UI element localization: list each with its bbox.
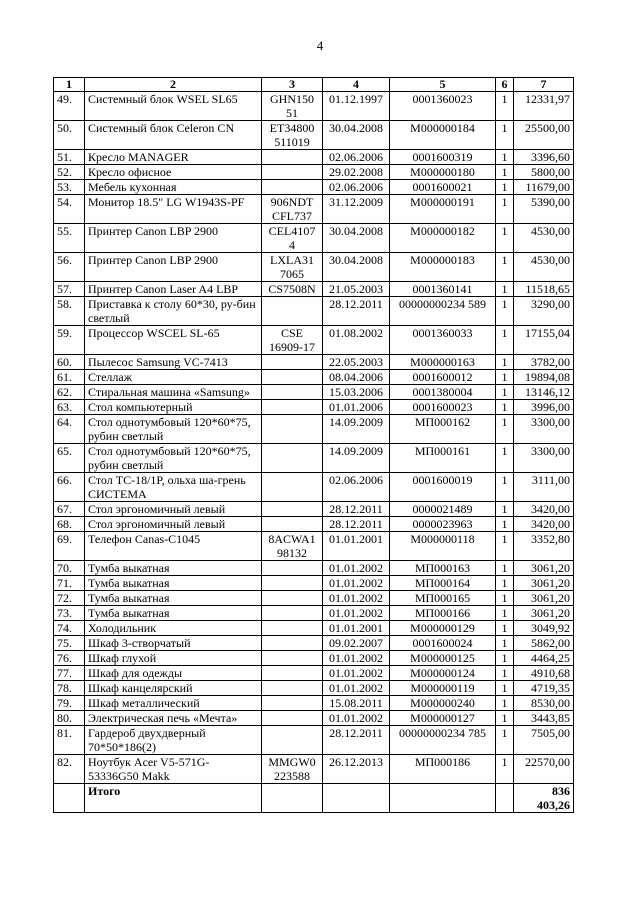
row-number: 69. (54, 532, 85, 561)
serial-number (262, 681, 323, 696)
item-name: Тумба выкатная (85, 561, 262, 576)
quantity: 1 (496, 180, 514, 195)
header-col-4: 4 (323, 78, 390, 92)
inventory-number: 00000000234 589 (390, 297, 496, 326)
quantity: 1 (496, 415, 514, 444)
table-row (54, 150, 574, 165)
cost: 3061,20 (514, 561, 574, 576)
table-row (54, 517, 574, 532)
cost: 7505,00 (514, 726, 574, 755)
date: 02.06.2006 (323, 180, 390, 195)
table-row (54, 165, 574, 180)
table-row (54, 326, 574, 355)
inventory-number: М000000129 (390, 621, 496, 636)
serial-number (262, 711, 323, 726)
total-empty-cell (262, 784, 323, 813)
cost: 3396,60 (514, 150, 574, 165)
row-number: 49. (54, 92, 85, 121)
table-row (54, 400, 574, 415)
quantity: 1 (496, 282, 514, 297)
serial-number (262, 696, 323, 711)
inventory-number: 0001360141 (390, 282, 496, 297)
cost: 3061,20 (514, 576, 574, 591)
inventory-number: 0001360033 (390, 326, 496, 355)
date: 15.03.2006 (323, 385, 390, 400)
quantity: 1 (496, 532, 514, 561)
row-number: 64. (54, 415, 85, 444)
cost: 3420,00 (514, 517, 574, 532)
header-col-5: 5 (390, 78, 496, 92)
quantity: 1 (496, 326, 514, 355)
cost: 3061,20 (514, 591, 574, 606)
inventory-number: МП000166 (390, 606, 496, 621)
row-number: 63. (54, 400, 85, 415)
serial-number (262, 502, 323, 517)
item-name: Электрическая печь «Мечта» (85, 711, 262, 726)
serial-number (262, 591, 323, 606)
table-row (54, 636, 574, 651)
table-row (54, 606, 574, 621)
inventory-number: М000000240 (390, 696, 496, 711)
date: 01.01.2001 (323, 532, 390, 561)
item-name: Стол ТС-18/1Р, ольха ша-грень СИСТЕМА (85, 473, 262, 502)
header-col-1: 1 (54, 78, 85, 92)
row-number: 60. (54, 355, 85, 370)
cost: 3352,80 (514, 532, 574, 561)
table-row (54, 92, 574, 121)
item-name: Тумба выкатная (85, 606, 262, 621)
cost: 4464,25 (514, 651, 574, 666)
table-row (54, 726, 574, 755)
inventory-number: 0001600012 (390, 370, 496, 385)
cost: 3443,85 (514, 711, 574, 726)
item-name: Шкаф канцелярский (85, 681, 262, 696)
row-number: 58. (54, 297, 85, 326)
cost: 4910,68 (514, 666, 574, 681)
header-row (54, 78, 574, 92)
item-name: Принтер Canon LBP 2900 (85, 224, 262, 253)
serial-number (262, 726, 323, 755)
serial-number (262, 415, 323, 444)
cost: 3300,00 (514, 444, 574, 473)
inventory-number: МП000161 (390, 444, 496, 473)
cost: 4530,00 (514, 224, 574, 253)
row-number: 62. (54, 385, 85, 400)
item-name: Стол компьютерный (85, 400, 262, 415)
inventory-table (53, 77, 574, 813)
table-row (54, 576, 574, 591)
inventory-number: М000000119 (390, 681, 496, 696)
date: 28.12.2011 (323, 726, 390, 755)
row-number: 56. (54, 253, 85, 282)
cost: 25500,00 (514, 121, 574, 150)
table-row (54, 681, 574, 696)
quantity: 1 (496, 400, 514, 415)
date: 01.01.2002 (323, 576, 390, 591)
row-number: 79. (54, 696, 85, 711)
header-col-2: 2 (85, 78, 262, 92)
serial-number (262, 385, 323, 400)
cost: 3300,00 (514, 415, 574, 444)
row-number: 52. (54, 165, 85, 180)
cost: 5800,00 (514, 165, 574, 180)
inventory-number: 0001600319 (390, 150, 496, 165)
item-name: Пылесос Samsung VC-7413 (85, 355, 262, 370)
inventory-number: МП000165 (390, 591, 496, 606)
inventory-number: 0001600023 (390, 400, 496, 415)
quantity: 1 (496, 711, 514, 726)
inventory-number: М000000124 (390, 666, 496, 681)
item-name: Холодильник (85, 621, 262, 636)
date: 01.01.2006 (323, 400, 390, 415)
item-name: Мебель кухонная (85, 180, 262, 195)
quantity: 1 (496, 473, 514, 502)
cost: 13146,12 (514, 385, 574, 400)
date: 28.12.2011 (323, 517, 390, 532)
item-name: Стеллаж (85, 370, 262, 385)
date: 01.01.2002 (323, 711, 390, 726)
inventory-number: 0000023963 (390, 517, 496, 532)
date: 01.01.2002 (323, 606, 390, 621)
cost: 3420,00 (514, 502, 574, 517)
table-row (54, 473, 574, 502)
inventory-number: МП000164 (390, 576, 496, 591)
row-number: 59. (54, 326, 85, 355)
serial-number (262, 636, 323, 651)
quantity: 1 (496, 385, 514, 400)
inventory-number: 0001380004 (390, 385, 496, 400)
quantity: 1 (496, 253, 514, 282)
date: 28.12.2011 (323, 297, 390, 326)
date: 01.01.2002 (323, 651, 390, 666)
table-row (54, 591, 574, 606)
serial-number (262, 561, 323, 576)
quantity: 1 (496, 224, 514, 253)
quantity: 1 (496, 370, 514, 385)
quantity: 1 (496, 561, 514, 576)
date: 26.12.2013 (323, 755, 390, 784)
date: 01.01.2002 (323, 681, 390, 696)
row-number: 66. (54, 473, 85, 502)
quantity: 1 (496, 755, 514, 784)
inventory-number: М000000127 (390, 711, 496, 726)
inventory-number: М000000118 (390, 532, 496, 561)
serial-number: CSE 16909-17 (262, 326, 323, 355)
inventory-number: 0001360023 (390, 92, 496, 121)
serial-number (262, 606, 323, 621)
item-name: Стиральная машина «Samsung» (85, 385, 262, 400)
cost: 3111,00 (514, 473, 574, 502)
table-row (54, 253, 574, 282)
table-row (54, 224, 574, 253)
inventory-number: 0001600021 (390, 180, 496, 195)
row-number: 80. (54, 711, 85, 726)
serial-number: CS7508N (262, 282, 323, 297)
inventory-number: МП000163 (390, 561, 496, 576)
quantity: 1 (496, 651, 514, 666)
quantity: 1 (496, 195, 514, 224)
row-number: 65. (54, 444, 85, 473)
quantity: 1 (496, 502, 514, 517)
quantity: 1 (496, 121, 514, 150)
serial-number (262, 517, 323, 532)
item-name: Монитор 18.5" LG W1943S-PF (85, 195, 262, 224)
item-name: Стол однотумбовый 120*60*75, рубин светлый (85, 415, 262, 444)
inventory-number: М000000184 (390, 121, 496, 150)
row-number: 73. (54, 606, 85, 621)
item-name: Шкаф металлический (85, 696, 262, 711)
row-number: 81. (54, 726, 85, 755)
inventory-number: М000000191 (390, 195, 496, 224)
row-number: 55. (54, 224, 85, 253)
table-row (54, 502, 574, 517)
total-row (54, 784, 574, 813)
table-row (54, 755, 574, 784)
date: 02.06.2006 (323, 150, 390, 165)
row-number: 70. (54, 561, 85, 576)
date: 15.08.2011 (323, 696, 390, 711)
date: 30.04.2008 (323, 224, 390, 253)
total-num-cell (54, 784, 85, 813)
total-empty-cell (496, 784, 514, 813)
inventory-number: М000000182 (390, 224, 496, 253)
serial-number (262, 165, 323, 180)
date: 14.09.2009 (323, 415, 390, 444)
row-number: 54. (54, 195, 85, 224)
date: 14.09.2009 (323, 444, 390, 473)
date: 01.01.2002 (323, 666, 390, 681)
serial-number (262, 370, 323, 385)
cost: 8530,00 (514, 696, 574, 711)
date: 30.04.2008 (323, 253, 390, 282)
item-name: Ноутбук Acer V5-571G-53336G50 Makk (85, 755, 262, 784)
cost: 3061,20 (514, 606, 574, 621)
serial-number (262, 666, 323, 681)
item-name: Шкаф 3-створчатый (85, 636, 262, 651)
date: 22.05.2003 (323, 355, 390, 370)
date: 28.12.2011 (323, 502, 390, 517)
quantity: 1 (496, 606, 514, 621)
table-row (54, 195, 574, 224)
row-number: 53. (54, 180, 85, 195)
serial-number: MMGW0 223588 (262, 755, 323, 784)
cost: 12331,97 (514, 92, 574, 121)
date: 21.05.2003 (323, 282, 390, 297)
table-row (54, 651, 574, 666)
date: 30.04.2008 (323, 121, 390, 150)
total-empty-cell (390, 784, 496, 813)
header-col-6: 6 (496, 78, 514, 92)
item-name: Тумба выкатная (85, 591, 262, 606)
quantity: 1 (496, 444, 514, 473)
quantity: 1 (496, 150, 514, 165)
row-number: 61. (54, 370, 85, 385)
date: 01.01.2002 (323, 561, 390, 576)
row-number: 76. (54, 651, 85, 666)
item-name: Процессор WSCEL SL-65 (85, 326, 262, 355)
table-row (54, 297, 574, 326)
serial-number: GHN150 51 (262, 92, 323, 121)
cost: 11518,65 (514, 282, 574, 297)
inventory-number: М000000180 (390, 165, 496, 180)
quantity: 1 (496, 696, 514, 711)
date: 02.06.2006 (323, 473, 390, 502)
serial-number: CEL4107 4 (262, 224, 323, 253)
table-row (54, 711, 574, 726)
total-label: Итого (85, 784, 262, 813)
serial-number (262, 444, 323, 473)
serial-number (262, 150, 323, 165)
serial-number: ET34800 511019 (262, 121, 323, 150)
date: 01.01.2001 (323, 621, 390, 636)
table-row (54, 355, 574, 370)
page-number: 4 (316, 38, 324, 53)
inventory-number: 0001600024 (390, 636, 496, 651)
date: 01.12.1997 (323, 92, 390, 121)
serial-number (262, 180, 323, 195)
quantity: 1 (496, 576, 514, 591)
item-name: Шкаф глухой (85, 651, 262, 666)
quantity: 1 (496, 681, 514, 696)
item-name: Принтер Canon Laser A4 LBP (85, 282, 262, 297)
table-row (54, 370, 574, 385)
item-name: Гардероб двухдверный 70*50*186(2) (85, 726, 262, 755)
table-row (54, 532, 574, 561)
quantity: 1 (496, 666, 514, 681)
row-number: 67. (54, 502, 85, 517)
date: 01.01.2002 (323, 591, 390, 606)
cost: 4530,00 (514, 253, 574, 282)
quantity: 1 (496, 355, 514, 370)
header-col-3: 3 (262, 78, 323, 92)
inventory-number: 00000000234 785 (390, 726, 496, 755)
item-name: Принтер Canon LBP 2900 (85, 253, 262, 282)
quantity: 1 (496, 621, 514, 636)
table-row (54, 444, 574, 473)
serial-number: 906NDT CFL737 (262, 195, 323, 224)
row-number: 77. (54, 666, 85, 681)
cost: 22570,00 (514, 755, 574, 784)
item-name: Стол эргономичный левый (85, 517, 262, 532)
row-number: 78. (54, 681, 85, 696)
cost: 3049,92 (514, 621, 574, 636)
row-number: 57. (54, 282, 85, 297)
table-row (54, 282, 574, 297)
item-name: Системный блок Celeron CN (85, 121, 262, 150)
item-name: Кресло MANAGER (85, 150, 262, 165)
quantity: 1 (496, 517, 514, 532)
inventory-number: М000000163 (390, 355, 496, 370)
cost: 19894,08 (514, 370, 574, 385)
cost: 5390,00 (514, 195, 574, 224)
quantity: 1 (496, 165, 514, 180)
inventory-number: М000000125 (390, 651, 496, 666)
row-number: 72. (54, 591, 85, 606)
serial-number (262, 576, 323, 591)
item-name: Тумба выкатная (85, 576, 262, 591)
table-row (54, 180, 574, 195)
table-row (54, 621, 574, 636)
cost: 3996,00 (514, 400, 574, 415)
serial-number (262, 297, 323, 326)
date: 29.02.2008 (323, 165, 390, 180)
cost: 17155,04 (514, 326, 574, 355)
date: 01.08.2002 (323, 326, 390, 355)
serial-number (262, 473, 323, 502)
quantity: 1 (496, 636, 514, 651)
cost: 3782,00 (514, 355, 574, 370)
quantity: 1 (496, 726, 514, 755)
quantity: 1 (496, 297, 514, 326)
inventory-number: 0001600019 (390, 473, 496, 502)
row-number: 82. (54, 755, 85, 784)
serial-number: LXLA31 7065 (262, 253, 323, 282)
cost: 3290,00 (514, 297, 574, 326)
quantity: 1 (496, 591, 514, 606)
serial-number (262, 400, 323, 415)
serial-number (262, 355, 323, 370)
table-row (54, 666, 574, 681)
table-row (54, 561, 574, 576)
item-name: Кресло офисное (85, 165, 262, 180)
item-name: Шкаф для одежды (85, 666, 262, 681)
table-row (54, 696, 574, 711)
date: 31.12.2009 (323, 195, 390, 224)
serial-number (262, 621, 323, 636)
table-row (54, 121, 574, 150)
row-number: 75. (54, 636, 85, 651)
cost: 5862,00 (514, 636, 574, 651)
cost: 4719,35 (514, 681, 574, 696)
inventory-number: МП000162 (390, 415, 496, 444)
quantity: 1 (496, 92, 514, 121)
inventory-number: 0000021489 (390, 502, 496, 517)
date: 09.02.2007 (323, 636, 390, 651)
row-number: 51. (54, 150, 85, 165)
serial-number: 8ACWA1 98132 (262, 532, 323, 561)
item-name: Системный блок WSEL SL65 (85, 92, 262, 121)
total-value: 836 403,26 (514, 784, 574, 813)
table-row (54, 415, 574, 444)
header-col-7: 7 (514, 78, 574, 92)
row-number: 68. (54, 517, 85, 532)
serial-number (262, 651, 323, 666)
item-name: Телефон Canas-C1045 (85, 532, 262, 561)
row-number: 74. (54, 621, 85, 636)
inventory-number: МП000186 (390, 755, 496, 784)
item-name: Стол эргономичный левый (85, 502, 262, 517)
item-name: Стол однотумбовый 120*60*75, рубин светлый (85, 444, 262, 473)
item-name: Приставка к столу 60*30, ру-бин светлый (85, 297, 262, 326)
total-empty-cell (323, 784, 390, 813)
cost: 11679,00 (514, 180, 574, 195)
row-number: 50. (54, 121, 85, 150)
table-row (54, 385, 574, 400)
inventory-number: М000000183 (390, 253, 496, 282)
date: 08.04.2006 (323, 370, 390, 385)
row-number: 71. (54, 576, 85, 591)
